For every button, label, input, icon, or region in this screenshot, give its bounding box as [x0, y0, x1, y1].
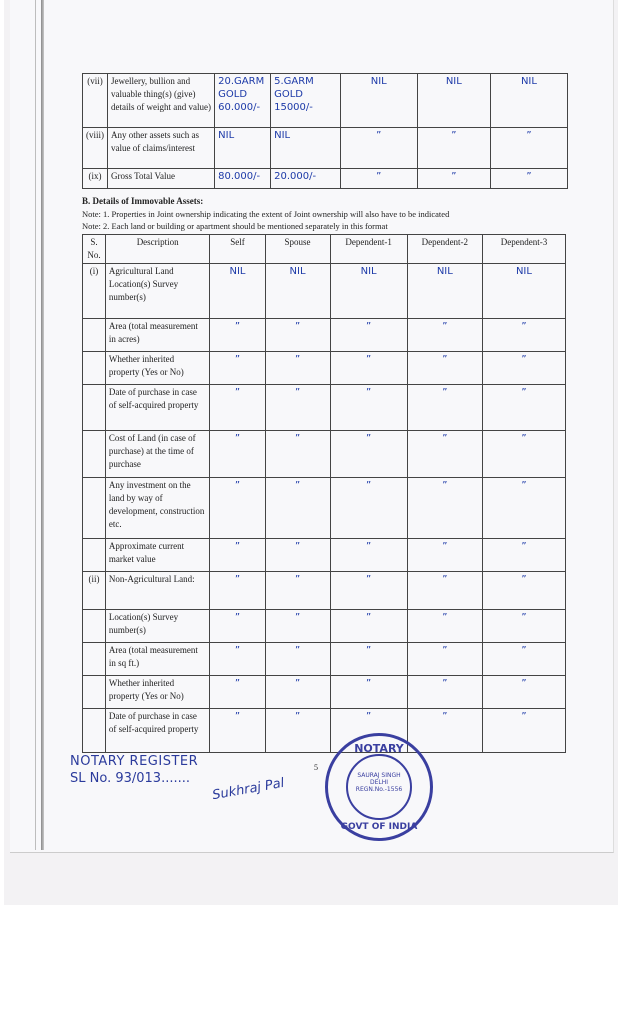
dependent3-value: ”	[482, 643, 565, 676]
dependent2-value: ”	[417, 128, 490, 169]
row-description: Area (total measurement in acres)	[105, 319, 210, 352]
self-value: ”	[210, 431, 265, 478]
self-value: 20.GARM GOLD 60.000/-	[215, 74, 271, 128]
dependent1-value: ”	[330, 610, 407, 643]
dependent1-value: ”	[330, 319, 407, 352]
row-number: (vii)	[83, 74, 108, 128]
table-row	[83, 385, 566, 431]
dependent1-value: ”	[340, 128, 417, 169]
row-description: Whether inherited property (Yes or No)	[105, 352, 210, 385]
dependent1-value: NIL	[340, 74, 417, 128]
row-number	[83, 319, 106, 352]
row-number: (viii)	[83, 128, 108, 169]
section-title: B. Details of Immovable Assets:	[82, 196, 204, 206]
dependent2-value: ”	[407, 352, 482, 385]
header-dependent3: Dependent-3	[482, 235, 565, 264]
dependent2-value: ”	[407, 431, 482, 478]
dependent3-value: ”	[482, 319, 565, 352]
dependent3-value: ”	[482, 431, 565, 478]
dependent1-value: ”	[330, 709, 407, 753]
table-row	[83, 128, 568, 169]
dependent2-value: ”	[407, 539, 482, 572]
self-value: ”	[210, 709, 265, 753]
dependent1-value: NIL	[330, 264, 407, 319]
stamp-top-text: NOTARY	[354, 742, 404, 755]
row-description: Non-Agricultural Land:	[105, 572, 210, 610]
row-number	[83, 643, 106, 676]
self-value: ”	[210, 643, 265, 676]
dependent2-value: ”	[407, 643, 482, 676]
stamp-name: SAURAJ SINGH	[357, 772, 401, 779]
row-description: Agricultural Land Location(s) Survey number(s)	[105, 264, 210, 319]
row-description: Area (total measurement in sq ft.)	[105, 643, 210, 676]
table-row	[83, 264, 566, 319]
self-value: ”	[210, 319, 265, 352]
table-row	[83, 319, 566, 352]
note-1: Note: 1. Properties in Joint ownership indicating the extent of Joint ownership will also have to be indicated	[82, 209, 450, 219]
spouse-value: ”	[265, 319, 330, 352]
dependent3-value: NIL	[482, 264, 565, 319]
self-value: ”	[210, 610, 265, 643]
table-row	[83, 352, 566, 385]
header-sno: S. No.	[83, 235, 106, 264]
self-value: NIL	[210, 264, 265, 319]
dependent3-value: ”	[482, 676, 565, 709]
header-self: Self	[210, 235, 265, 264]
row-number	[83, 610, 106, 643]
dependent1-value: ”	[340, 169, 417, 189]
row-number	[83, 539, 106, 572]
header-dependent2: Dependent-2	[407, 235, 482, 264]
dependent3-value: ”	[482, 572, 565, 610]
dependent1-value: ”	[330, 352, 407, 385]
dependent3-value: ”	[490, 128, 567, 169]
stamp-registration: REGN.No.-1556	[355, 786, 403, 793]
notary-register-serial: SL No. 93/013.......	[70, 771, 191, 786]
table-row	[83, 610, 566, 643]
row-number	[83, 385, 106, 431]
dependent1-value: ”	[330, 478, 407, 539]
self-value: 80.000/-	[215, 169, 271, 189]
self-value: ”	[210, 478, 265, 539]
dependent2-value: ”	[407, 676, 482, 709]
spouse-value: ”	[265, 385, 330, 431]
dependent1-value: ”	[330, 676, 407, 709]
dependent2-value: NIL	[407, 264, 482, 319]
dependent2-value: ”	[407, 478, 482, 539]
table-row	[83, 539, 566, 572]
table-row	[83, 169, 568, 189]
row-description: Location(s) Survey number(s)	[105, 610, 210, 643]
dependent2-value: ”	[407, 385, 482, 431]
dependent1-value: ”	[330, 643, 407, 676]
row-description: Approximate current market value	[105, 539, 210, 572]
row-number	[83, 478, 106, 539]
spouse-value: 20.000/-	[271, 169, 341, 189]
binding-edge	[41, 0, 44, 850]
movable-assets-table	[82, 73, 568, 189]
stamp-inner-ring	[346, 754, 412, 820]
row-number	[83, 431, 106, 478]
row-number: (i)	[83, 264, 106, 319]
spouse-value: ”	[265, 572, 330, 610]
header-spouse: Spouse	[265, 235, 330, 264]
row-number	[83, 676, 106, 709]
notary-register-label: NOTARY REGISTER	[70, 754, 199, 769]
immovable-assets-table	[82, 234, 566, 753]
dependent2-value: ”	[407, 709, 482, 753]
table-row	[83, 478, 566, 539]
self-value: ”	[210, 539, 265, 572]
row-description: Gross Total Value	[108, 169, 215, 189]
row-number: (ii)	[83, 572, 106, 610]
dependent3-value: ”	[482, 478, 565, 539]
dependent2-value: NIL	[417, 74, 490, 128]
self-value: ”	[210, 676, 265, 709]
spouse-value: ”	[265, 352, 330, 385]
row-description: Whether inherited property (Yes or No)	[105, 676, 210, 709]
spouse-value: ”	[265, 643, 330, 676]
signature: Sukhraj Pal	[211, 775, 286, 804]
page-number: 5	[314, 763, 318, 772]
dependent1-value: ”	[330, 431, 407, 478]
dependent3-value: ”	[482, 352, 565, 385]
self-value: NIL	[215, 128, 271, 169]
dependent3-value: ”	[482, 539, 565, 572]
spouse-value: NIL	[265, 264, 330, 319]
spouse-value: 5.GARM GOLD 15000/-	[271, 74, 341, 128]
stamp-bottom-text: GOVT OF INDIA	[340, 822, 418, 832]
dependent3-value: ”	[482, 610, 565, 643]
row-number	[83, 709, 106, 753]
spouse-value: ”	[265, 709, 330, 753]
self-value: ”	[210, 385, 265, 431]
table-row	[83, 676, 566, 709]
self-value: ”	[210, 352, 265, 385]
header-dependent1: Dependent-1	[330, 235, 407, 264]
spouse-value: ”	[265, 539, 330, 572]
spouse-value: ”	[265, 431, 330, 478]
dependent2-value: ”	[407, 610, 482, 643]
dependent1-value: ”	[330, 572, 407, 610]
row-description: Any other assets such as value of claims/interest	[108, 128, 215, 169]
dependent2-value: ”	[417, 169, 490, 189]
row-description: Date of purchase in case of self-acquired property	[105, 385, 210, 431]
stamp-city: DELHI	[369, 779, 389, 786]
dependent3-value: ”	[482, 385, 565, 431]
row-description: Date of purchase in case of self-acquired property	[105, 709, 210, 753]
binding-shadow	[35, 0, 36, 850]
dependent3-value: ”	[490, 169, 567, 189]
dependent2-value: ”	[407, 572, 482, 610]
row-description: Any investment on the land by way of development, construction etc.	[105, 478, 210, 539]
row-description: Cost of Land (in case of purchase) at the time of purchase	[105, 431, 210, 478]
dependent1-value: ”	[330, 385, 407, 431]
table-row	[83, 709, 566, 753]
notary-stamp	[325, 733, 433, 841]
spouse-value: ”	[265, 610, 330, 643]
dependent3-value: ”	[482, 709, 565, 753]
table-row	[83, 431, 566, 478]
table-row	[83, 643, 566, 676]
self-value: ”	[210, 572, 265, 610]
spouse-value: ”	[265, 676, 330, 709]
note-2: Note: 2. Each land or building or apartment should be mentioned separately in this format	[82, 221, 388, 231]
table-header-row	[83, 235, 566, 264]
dependent3-value: NIL	[490, 74, 567, 128]
row-description: Jewellery, bullion and valuable thing(s) (give) details of weight and value)	[108, 74, 215, 128]
row-number	[83, 352, 106, 385]
dependent2-value: ”	[407, 319, 482, 352]
spouse-value: ”	[265, 478, 330, 539]
spouse-value: NIL	[271, 128, 341, 169]
table-row	[83, 74, 568, 128]
table-row	[83, 572, 566, 610]
dependent1-value: ”	[330, 539, 407, 572]
header-description: Description	[105, 235, 210, 264]
row-number: (ix)	[83, 169, 108, 189]
